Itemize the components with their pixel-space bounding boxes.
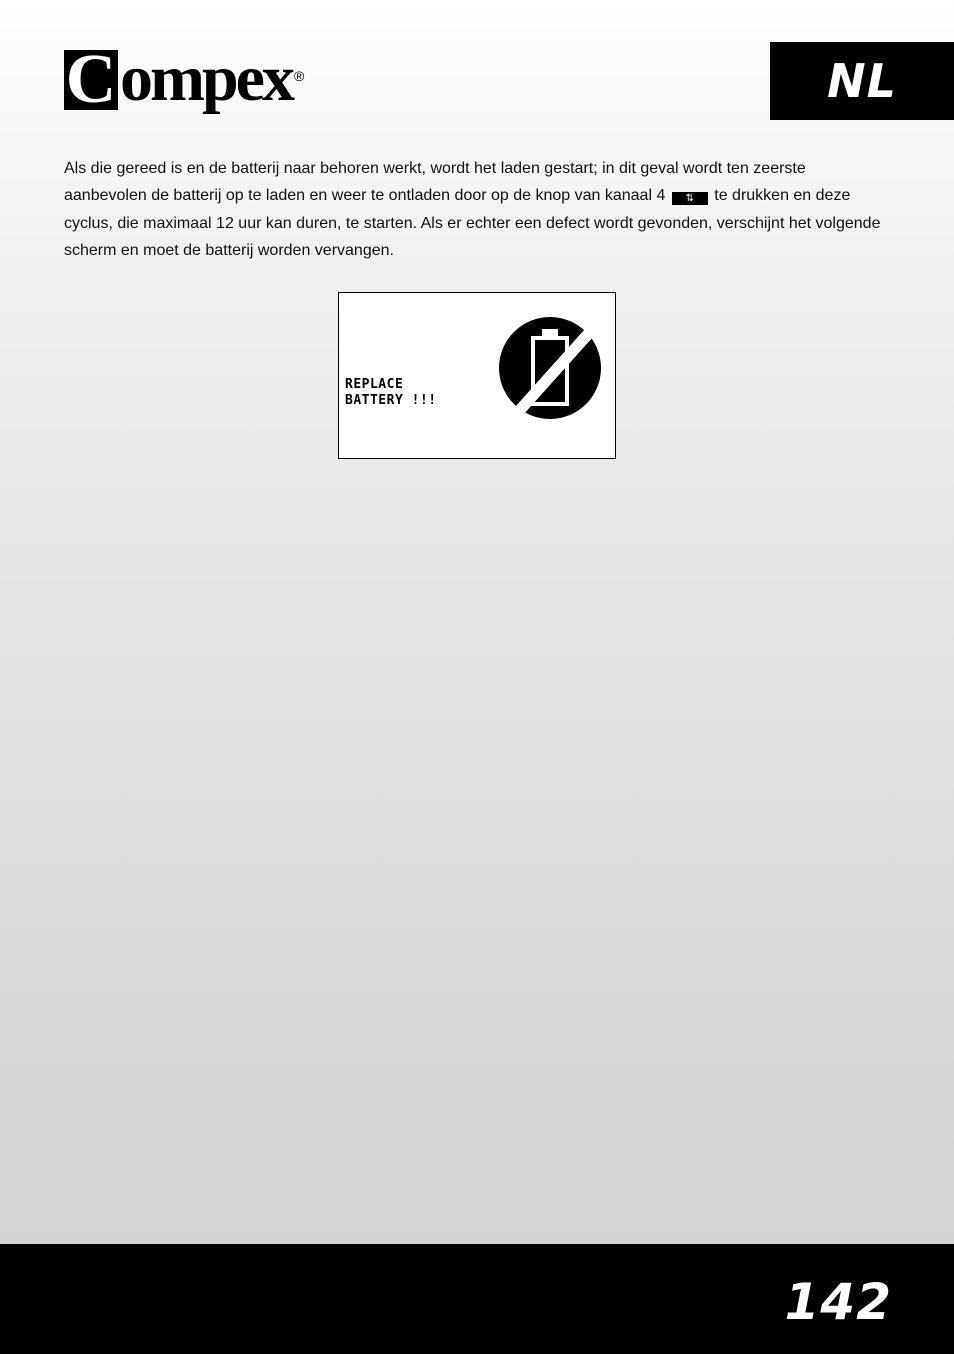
registered-mark: ® bbox=[293, 68, 305, 84]
language-tab: NL bbox=[770, 42, 954, 120]
paragraph-part-2: te drukken en deze cyclus, die maximaal 12 uur kan duren, te starten. Als er echter een defect wordt gevonden, verschijnt het volgende scherm en moet de batterij worden vervangen. bbox=[64, 187, 881, 259]
compex-logo bbox=[64, 42, 305, 118]
logo-wordmark: ompex bbox=[120, 42, 292, 115]
body-paragraph bbox=[64, 155, 890, 264]
page-number: 142 bbox=[784, 1273, 892, 1331]
paragraph-part-1: Als die gereed is en de batterij naar behoren werkt, wordt het laden gestart; in dit geval wordt ten zeerste aanbevolen de batterij op te laden en weer te ontladen door op de knop van kanaal 4 bbox=[64, 160, 806, 205]
lcd-screen bbox=[338, 292, 616, 459]
lcd-message bbox=[345, 377, 437, 409]
lcd-line-2: BATTERY !!! bbox=[345, 393, 437, 408]
battery-prohibited-icon bbox=[497, 315, 603, 421]
lcd-line-1: REPLACE bbox=[345, 377, 404, 392]
logo-initial: C bbox=[65, 50, 117, 110]
footer-bar bbox=[0, 1244, 954, 1354]
up-down-arrows-icon: ⇅ bbox=[672, 192, 708, 205]
